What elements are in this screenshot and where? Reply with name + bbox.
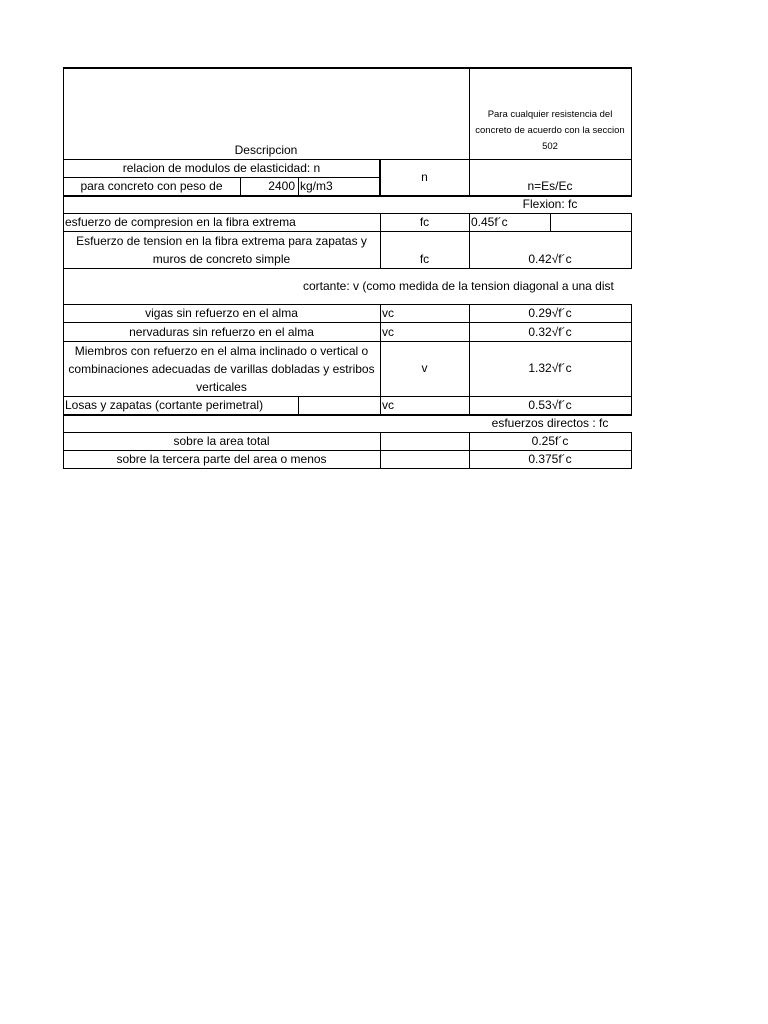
grid-line (298, 396, 299, 414)
cortante-row-symbol: vc (382, 306, 394, 320)
cortante-row-symbol: vc (382, 398, 394, 412)
grid-line (631, 213, 632, 268)
grid-line (631, 67, 632, 196)
peso-label: para concreto con peso de (80, 179, 223, 193)
grid-line (631, 432, 632, 468)
flexion-row-desc: Esfuerzo de tension en la fibra extrema para zapatas y muros de concreto simple (76, 233, 367, 266)
cortante-row-value: 1.32√f´c (528, 361, 572, 375)
cortante-row-value: 0.53√f´c (528, 398, 572, 412)
peso-value: 2400 (268, 179, 295, 193)
grid-line (63, 468, 632, 469)
grid-line (631, 304, 632, 414)
cortante-row-desc: Miembros con refuerzo en el alma inclinado o vertical o combinaciones adecuadas de varillas dobladas y estribos verticales (68, 343, 375, 394)
flexion-title: Flexion: fc (522, 197, 578, 211)
flexion-row-symbol: fc (419, 252, 430, 266)
directos-row-desc: sobre la area total (173, 434, 270, 448)
cortante-title: cortante: v (como medida de la tension diagonal a una dist (303, 279, 614, 293)
directos-title: esfuerzos directos : fc (491, 416, 609, 430)
modulos-symbol: n (421, 170, 428, 184)
peso-unit: kg/m3 (300, 179, 333, 193)
directos-row-value: 0.375f´c (528, 452, 572, 466)
cortante-row-symbol: v (421, 361, 428, 375)
flexion-row-value: 0.42√f´c (528, 252, 572, 266)
grid-line (550, 213, 551, 231)
directos-row-desc: sobre la tercera parte del area o menos (116, 452, 327, 466)
directos-row-value: 0.25f´c (531, 434, 569, 448)
grid-line (63, 67, 632, 69)
grid-line (63, 268, 632, 269)
cortante-row-desc: nervaduras sin refuerzo en el alma (129, 324, 314, 339)
cortante-row-symbol: vc (382, 324, 394, 339)
flexion-row-value: 0.45f´c (471, 215, 508, 229)
cortante-row-desc: Losas y zapatas (cortante perimetral) (65, 398, 264, 412)
grid-line (380, 432, 381, 468)
flexion-row-symbol: fc (419, 215, 430, 229)
resistance-note: Para cualquier resistencia del concreto de acuerdo con la seccion 502 (475, 109, 625, 152)
flexion-row-desc: esfuerzo de compresion en la fibra extrema (65, 215, 296, 229)
modulos-formula: n=Es/Ec (527, 179, 573, 193)
modulos-label: relacion de modulos de elasticidad: n (122, 161, 321, 175)
descripcion-header: Descripcion (234, 143, 298, 157)
cortante-row-value: 0.29√f´c (528, 306, 572, 320)
cortante-row-value: 0.32√f´c (528, 324, 572, 339)
cortante-row-desc: vigas sin refuerzo en el alma (145, 306, 298, 320)
